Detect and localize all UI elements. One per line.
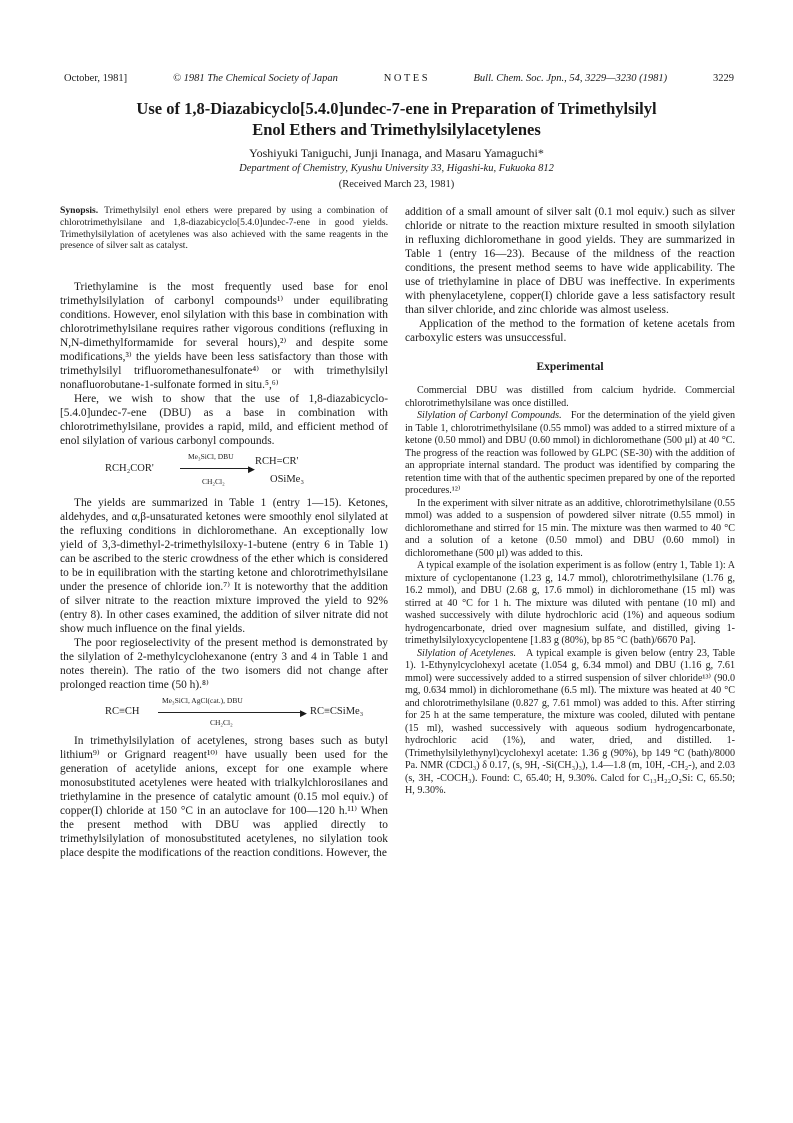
section-label: N O T E S — [383, 73, 428, 84]
paragraph: The poor regioselectivity of the present method is demonstrated by the silylation of 2-methylcyclohexanone (entry 3 and 4 in Table 1 and notes therein). The ratio of the two isomers did not change after prolonged reaction time (50 h).⁸⁾ — [60, 637, 388, 692]
reaction-arrow — [180, 468, 252, 469]
scheme-product: RCH=CR' — [255, 456, 299, 468]
paragraph: Here, we wish to show that the use of 1,8-diazabicyclo-[5.4.0]undec-7-ene (DBU) as a base in combination with chlorotrimethylsilane, provides a rapid, mild, and efficient method of enol silylation of various carbonyl compounds. — [60, 393, 388, 448]
subsection-text: For the determination of the yield given in Table 1, chlorotrimethylsilane (0.55 mmol) was added to a stirred mixture of a ketone (0.50 mmol) and DBU (0.60 mmol) in dichloromethane (500 μl) at 40 °C. The progress of the reaction was followed by GLPC (SE-30) with the addition of an appropriate internal standard. The product was identified by comparing the retention time with that of the authentic specimen prepared by one of the reported procedures.¹²⁾ — [405, 410, 736, 496]
page-number: 3229 — [712, 73, 734, 84]
scheme-reagents: Me₃SiCl, AgCl(cat.), DBU — [162, 696, 243, 706]
arrow-head-icon: ▶ — [248, 464, 255, 475]
synopsis-label: Synopsis. — [60, 205, 99, 216]
subsection-title: Silylation of Acetylenes. — [417, 647, 517, 659]
introduction — [60, 280, 388, 860]
paragraph: In trimethylsilylation of acetylenes, strong bases such as butyl lithium⁹⁾ or Grignard reagent¹⁰⁾ have usually been used for the generation of acetylide anions, except for one example where monosubstituted acetylenes were heated with trialkylchlorosilanes and triethylamine in the presence of catalytic amount (0.15 mol equiv.) of copper(I) chloride at 150 °C in an autoclave for 100—120 h.¹¹⁾ When the present method with DBU was applied directly to trimethylsilylation of monosubstituted acetylenes, no silylation took place despite the modifications of the reaction conditions. However, the — [60, 735, 388, 860]
results-continued — [405, 205, 735, 345]
subsection-text: A typical example is given below (entry 23, Table 1). 1-Ethynylcyclohexyl acetate (1.054 g, 6.34 mmol) and DBU (1.16 g, 7.61 mmol) were successively added to a stirred suspension of silver chloride¹³⁾ (90.0 mg, 0.634 mmol) in dichloromethane (6.5 ml). The mixture was heated at 40 °C and chlorotrimethylsilane (0.827 g, 7.61 mmol) was added to this. After stirring for 25 h at the same temperature, the mixture was cooled, diluted with pentane (15 ml), washed successively with aqueous sodium hydrogencarbonate, hydrochloric acid (1%), and water, dried, and distilled. 1-(Trimethylsilylethynyl)cyclohexyl acetate: 1.36 g (90%), bp 149 °C (bath)/8000 Pa. NMR (CDCl₃) δ 0.17, (s, 9H, -Si(CH₃)₃), 1.4—1.8 (m, 10H, -CH₂-), and 2.03 (s, 3H, -COCH₃). Found: C, 65.40; H, 9.30%. Calcd for C₁₃H₂₂O₂Si: C, 65.50; H, 9.30%. — [405, 647, 735, 796]
left-column — [60, 205, 388, 860]
subsection-carbonyl — [405, 410, 735, 498]
title-line-2: Enol Ethers and Trimethylsilylacetylenes — [252, 120, 541, 139]
paragraph: Application of the method to the formation of ketene acetals from carboxylic esters was unsuccessful. — [405, 318, 735, 344]
paragraph: In the experiment with silver nitrate as an additive, chlorotrimethylsilane (0.55 mmol) was added to a suspension of powdered silver nitrate (0.55 mmol) in dichloromethane and stirred for 15 min. The mixture was then warmed to 40 °C and a solution of a ketone (0.50 mmol) and DBU (0.60 mmol) in dichloromethane (500 μl) was added to this. — [405, 497, 735, 559]
copyright-notice: © 1981 The Chemical Society of Japan — [172, 73, 338, 84]
reaction-scheme-acetylene-silylation — [60, 696, 388, 728]
right-column — [405, 205, 735, 798]
paragraph: Commercial DBU was distilled from calcium hydride. Commercial chlorotrimethylsilane was once distilled. — [405, 385, 735, 409]
received-date: (Received March 23, 1981) — [338, 179, 455, 190]
synopsis — [60, 205, 388, 252]
scheme-product: RC≡CSiMe₃ — [310, 706, 364, 718]
paragraph: A typical example of the isolation experiment is as follow (entry 1, Table 1): A mixture of cyclopentanone (1.23 g, 14.7 mmol), chlorotrimethylsilane (1.76 g, 16.2 mmol), and DBU (2.68 g, 17.6 mmol) in dichloromethane (15 ml) was stirred at 40 °C for 1 h. The mixture was diluted with pentane (10 ml) and washed successively with dilute hydrochloric acid (1%) and aqueous sodium hydrogencarbonate, dried over magnesium sulfate, and distilled, giving 1-trimethylsilyloxycyclopentene [1.83 g (80%), bp 85 °C (bath)/6670 Pa]. — [405, 560, 735, 646]
scheme-reactant: RCH₂COR' — [105, 463, 154, 475]
running-header — [64, 73, 734, 84]
subsection-title: Silylation of Carbonyl Compounds. — [417, 410, 562, 421]
arrow-head-icon: ▶ — [300, 708, 307, 719]
affiliation: Department of Chemistry, Kyushu University 33, Higashi-ku, Fukuoka 812 — [239, 163, 554, 174]
scheme-solvent: CH₂Cl₂ — [210, 718, 233, 728]
experimental-section — [405, 385, 735, 798]
reaction-scheme-enol-silylation — [60, 452, 388, 490]
paragraph: Triethylamine is the most frequently used base for enol trimethylsilylation of carbonyl compounds¹⁾ under equilibrating conditions. However, enol silylation with this base in combination with chlorotrimethylsilane requires rather vigorous conditions (refluxing in N,N-dimethylformamide for several hours),²⁾ and despite some modifications,³⁾ the yields have been less satisfactory than those with trimethylsilyl trifluoromethanesulfonate⁴⁾ or with trimethylsilyl nonafluorobutane-1-sulfonate formed in situ.⁵,⁶⁾ — [60, 281, 388, 392]
paragraph: addition of a small amount of silver salt (0.1 mol equiv.) such as silver chloride or nitrate to the reaction mixture resulted in smooth silylation in refluxing dichloromethane in good yields. They are summarized in Table 1 (entry 16—23). Because of the mildness of the reaction conditions, the present method seems to have wide applicability. The use of triethylamine in place of DBU was ineffective. In experiments with phenylacetylene, copper(I) chloride gave a less satisfactory result than silver chloride, and zinc chloride was almost useless. — [405, 206, 735, 316]
scheme-solvent: CH₂Cl₂ — [202, 477, 225, 487]
scheme-reagents: Me₃SiCl, DBU — [188, 452, 234, 462]
issue-date: October, 1981] — [64, 73, 128, 84]
paragraph: The yields are summarized in Table 1 (entry 1—15). Ketones, aldehydes, and α,β-unsaturated ketones were smoothly enol silylated at the refluxing conditions in dichloromethane. An exceptionally low yield of 3,3-dimethyl-2-trimethylsiloxy-1-butene (entry 6 in Table 1) can be ascribed to the steric crowdness of the ether which is considered to be in equilibration with the starting ketone and chlorotrimethylsilane under the presence of chloride ion.⁷⁾ It is noteworthy that the addition of silver nitrate to the reaction mixture improved the yield to 92% (entry 8). In other cases examined, the addition of silver nitrate did not show much influence on the final yields. — [60, 497, 388, 636]
author-list: Yoshiyuki Taniguchi, Junji Inanaga, and Masaru Yamaguchi* — [249, 146, 544, 160]
synopsis-text: Trimethylsilyl enol ethers were prepared by using a combination of chlorotrimethylsilane and 1,8-diazabicyclo[5.4.0]undec-7-ene in good yields. Trimethylsilylation of acetylenes was also achieved with the same reagents in the presence of silver salt as catalyst. — [60, 205, 388, 252]
scheme-product-substituent: OSiMe₃ — [270, 474, 304, 486]
reaction-arrow — [158, 712, 304, 713]
journal-citation: Bull. Chem. Soc. Jpn., 54, 3229—3230 (1981) — [473, 73, 668, 84]
subsection-acetylenes — [405, 648, 735, 798]
experimental-heading: Experimental — [536, 361, 604, 373]
title-line-1: Use of 1,8-Diazabicyclo[5.4.0]undec-7-ene in Preparation of Trimethylsilyl — [136, 99, 657, 118]
scheme-reactant: RC≡CH — [105, 706, 140, 718]
article-title — [60, 98, 733, 140]
